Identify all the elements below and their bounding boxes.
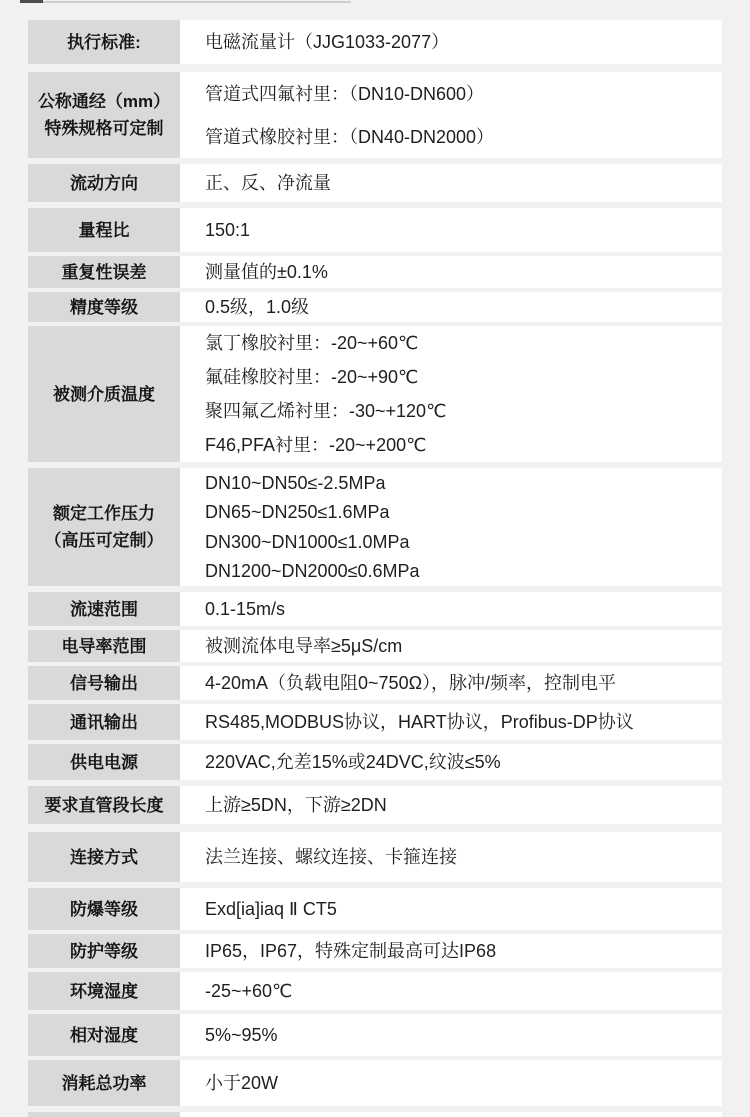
label-line: 重复性误差: [61, 262, 147, 282]
table-row: [28, 592, 722, 626]
value-line: 220VAC,允差15%或24DVC,纹波≤5%: [205, 752, 501, 772]
row-value: [180, 934, 722, 968]
row-label: [28, 20, 180, 64]
row-value: [180, 1060, 722, 1106]
row-label: [28, 630, 180, 662]
value-line: -25~+60℃: [205, 981, 293, 1001]
label-line: 公称通经（mm）: [37, 92, 171, 111]
label-line: 防爆等级: [70, 899, 138, 919]
label-line: 信号输出: [70, 673, 138, 693]
row-label: [28, 666, 180, 700]
value-line: 法兰连接、螺纹连接、卡箍连接: [205, 847, 457, 867]
table-row: [28, 164, 722, 202]
label-line: 精度等级: [70, 297, 138, 317]
row-value: [180, 1014, 722, 1056]
row-value: [180, 666, 722, 700]
value-line: Exd[ia]iaq Ⅱ CT5: [205, 899, 337, 919]
next-row-sliver-value: [180, 1112, 722, 1117]
value-line: 正、反、净流量: [205, 173, 331, 193]
value-line: 聚四氟乙烯衬里：-30~+120℃: [205, 401, 447, 421]
row-label: [28, 934, 180, 968]
row-value: [180, 592, 722, 626]
value-line: 氟硅橡胶衬里：-20~+90℃: [205, 367, 419, 387]
label-line: 消耗总功率: [61, 1073, 147, 1093]
row-label: [28, 256, 180, 288]
row-label: [28, 208, 180, 252]
row-value: [180, 630, 722, 662]
table-row: [28, 786, 722, 824]
table-row: [28, 832, 722, 882]
table-row: [28, 256, 722, 288]
value-line: 测量值的±0.1%: [205, 262, 328, 282]
row-value: [180, 292, 722, 322]
value-line: 150:1: [205, 220, 251, 240]
value-line: 0.1-15m/s: [205, 599, 286, 619]
table-row: [28, 1060, 722, 1106]
label-line: 环境湿度: [70, 981, 138, 1001]
row-value: [180, 832, 722, 882]
row-value: [180, 164, 722, 202]
value-line: DN10~DN50≤-2.5MPa: [205, 472, 386, 493]
row-value: [180, 888, 722, 930]
label-line: 执行标准:: [67, 32, 141, 52]
row-value: [180, 468, 722, 586]
top-remnant-light-line: [43, 1, 351, 3]
value-line: 4-20mA（负载电阻0~750Ω），脉冲/频率，控制电平: [205, 673, 617, 693]
row-label: [28, 972, 180, 1010]
value-line: 5%~95%: [205, 1025, 278, 1045]
value-line: F46,PFA衬里：-20~+200℃: [205, 435, 427, 455]
value-line: 管道式橡胶衬里：（DN40-DN2000）: [205, 126, 495, 147]
value-line: 小于20W: [205, 1073, 279, 1093]
row-label: [28, 786, 180, 824]
row-label: [28, 72, 180, 158]
table-row: [28, 744, 722, 780]
row-label: [28, 592, 180, 626]
value-line: RS485,MODBUS协议，HART协议，Profibus-DP协议: [205, 712, 634, 732]
row-value: [180, 326, 722, 462]
value-line: 上游≥5DN，下游≥2DN: [205, 795, 387, 815]
row-value: [180, 72, 722, 158]
row-value: [180, 972, 722, 1010]
label-line: 流动方向: [70, 173, 138, 193]
table-row: [28, 934, 722, 968]
table-row: [28, 1014, 722, 1056]
table-row: [28, 326, 722, 462]
row-label: [28, 1014, 180, 1056]
label-line: 特殊规格可定制: [44, 119, 164, 138]
label-line: （高压可定制）: [44, 531, 164, 550]
label-line: 额定工作压力: [53, 504, 155, 523]
row-label: [28, 704, 180, 740]
row-label: [28, 292, 180, 322]
row-value: [180, 20, 722, 64]
label-line: 被测介质温度: [53, 384, 155, 404]
label-line: 相对湿度: [70, 1025, 138, 1045]
value-line: 氯丁橡胶衬里：-20~+60℃: [205, 333, 419, 353]
next-row-sliver-label: [28, 1112, 180, 1117]
label-line: 流速范围: [70, 599, 138, 619]
table-row: [28, 704, 722, 740]
row-label: [28, 832, 180, 882]
row-label: [28, 468, 180, 586]
row-label: [28, 326, 180, 462]
label-line: 电导率范围: [61, 636, 147, 656]
row-label: [28, 744, 180, 780]
table-row: [28, 292, 722, 322]
value-line: DN65~DN250≤1.6MPa: [205, 502, 390, 523]
label-line: 通讯输出: [70, 712, 138, 732]
row-label: [28, 164, 180, 202]
row-value: [180, 704, 722, 740]
table-row: [28, 666, 722, 700]
value-line: 管道式四氟衬里：（DN10-DN600）: [205, 83, 485, 104]
row-label: [28, 888, 180, 930]
label-line: 要求直管段长度: [44, 795, 164, 815]
label-line: 供电电源: [70, 752, 138, 772]
table-row: [28, 888, 722, 930]
label-line: 量程比: [78, 220, 130, 240]
row-value: [180, 786, 722, 824]
row-label: [28, 1060, 180, 1106]
value-line: IP65，IP67，特殊定制最高可达IP68: [205, 941, 497, 961]
value-line: 0.5级，1.0级: [205, 297, 310, 317]
table-row: [28, 20, 722, 64]
table-row: [28, 468, 722, 586]
row-value: [180, 256, 722, 288]
table-row: [28, 72, 722, 158]
table-row: [28, 630, 722, 662]
table-row: [28, 208, 722, 252]
top-remnant-dark-segment: [20, 0, 43, 3]
value-line: 被测流体电导率≥5μS/cm: [205, 636, 403, 656]
value-line: DN1200~DN2000≤0.6MPa: [205, 561, 420, 582]
value-line: 电磁流量计（JJG1033-2077）: [205, 32, 450, 52]
label-line: 防护等级: [70, 941, 138, 961]
value-line: DN300~DN1000≤1.0MPa: [205, 531, 410, 552]
table-row: [28, 972, 722, 1010]
row-value: [180, 744, 722, 780]
row-value: [180, 208, 722, 252]
label-line: 连接方式: [70, 847, 138, 867]
